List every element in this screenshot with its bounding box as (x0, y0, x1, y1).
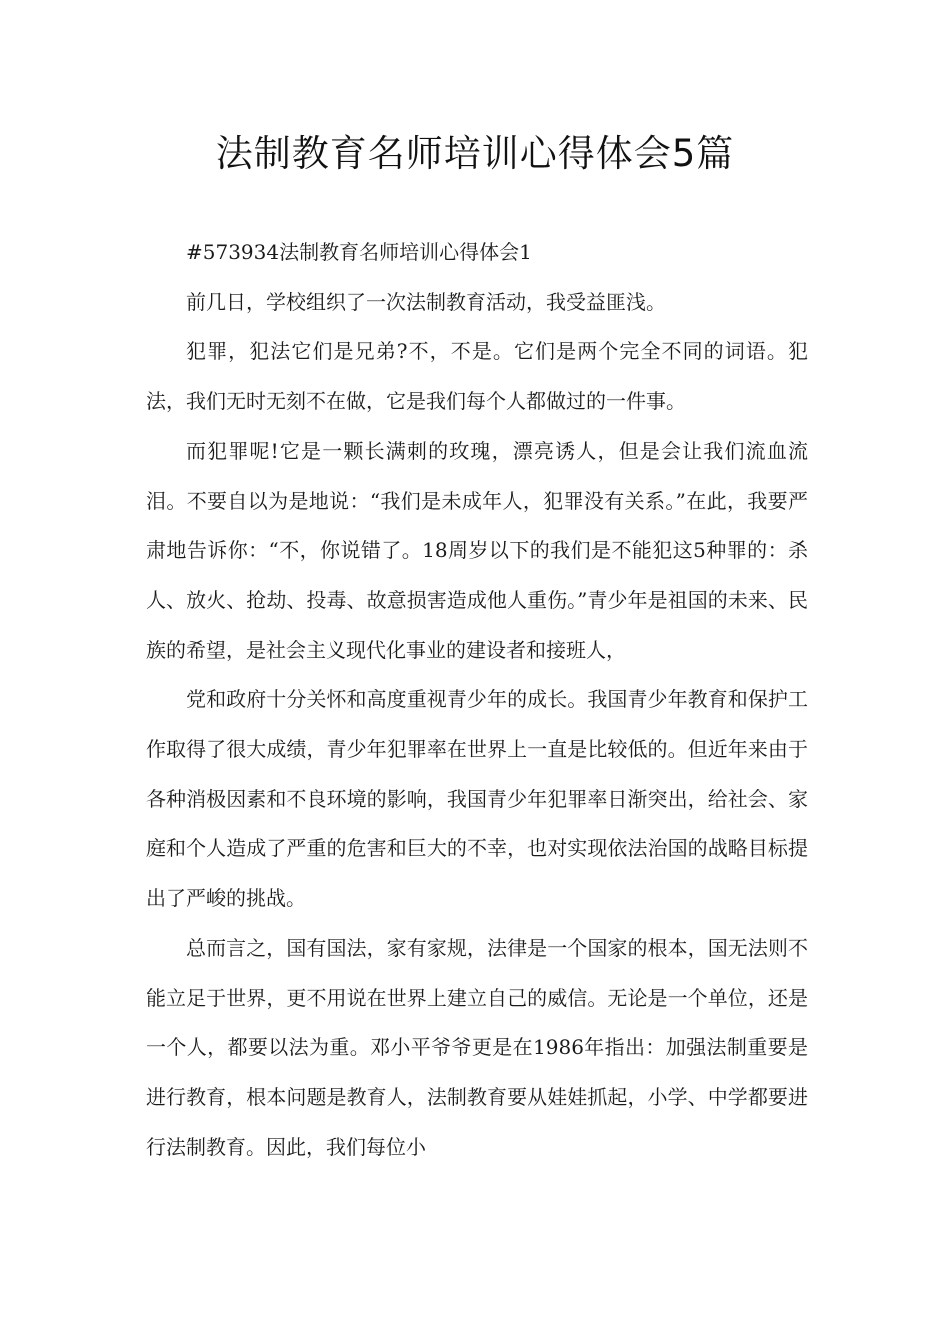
paragraph: 前几日，学校组织了一次法制教育活动，我受益匪浅。 (186, 289, 666, 314)
document-body (146, 228, 808, 1172)
paragraph-heading: #573934法制教育名师培训心得体会1 (186, 240, 532, 264)
paragraph: 而犯罪呢!它是一颗长满刺的玫瑰，漂亮诱人，但是会让我们流血流泪。不要自以为是地说：“我们是未成年人，犯罪没有关系。”在此，我要严肃地告诉你：“不，你说错了。18周岁以下的我们是不能犯这5种罪的：杀人、放火、抢劫、投毒、故意损害造成他人重伤。”青少年是祖国的未来、民族的希望，是社会主义现代化事业的建设者和接班人， (146, 438, 808, 662)
paragraph: 犯罪，犯法它们是兄弟?不，不是。它们是两个完全不同的词语。犯法，我们无时无刻不在做，它是我们每个人都做过的一件事。 (146, 339, 808, 414)
paragraph: 党和政府十分关怀和高度重视青少年的成长。我国青少年教育和保护工作取得了很大成绩，青少年犯罪率在世界上一直是比较低的。但近年来由于各种消极因素和不良环境的影响，我国青少年犯罪率日渐突出，给社会、家庭和个人造成了严重的危害和巨大的不幸，也对实现依法治国的战略目标提出了严峻的挑战。 (146, 687, 808, 911)
paragraph: 总而言之，国有国法，家有家规，法律是一个国家的根本，国无法则不能立足于世界，更不用说在世界上建立自己的威信。无论是一个单位，还是一个人，都要以法为重。邓小平爷爷更是在1986年指出：加强法制重要是进行教育，根本问题是教育人，法制教育要从娃娃抓起，小学、中学都要进行法制教育。因此，我们每位小 (146, 935, 808, 1159)
document-title: 法制教育名师培训心得体会5篇 (215, 132, 735, 175)
